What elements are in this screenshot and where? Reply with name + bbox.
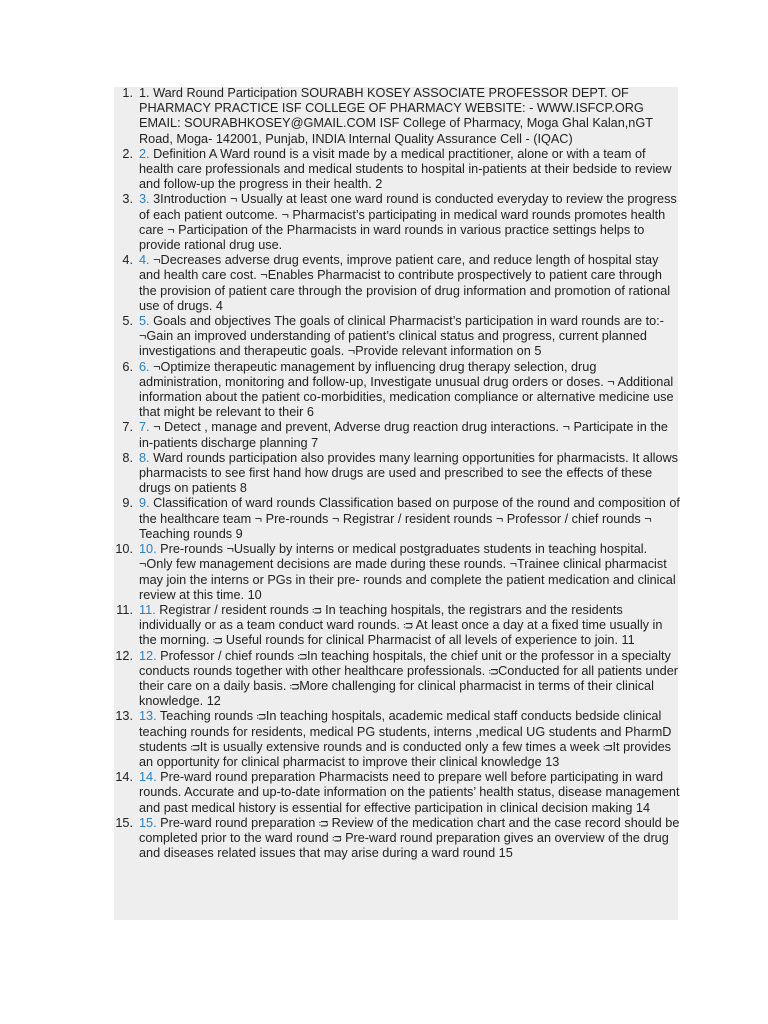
item-text: Teaching rounds ᴞIn teaching hospitals, academic medical staff conducts bedside clinical teaching rounds for residents, medical PG students, interns ,medical UG students and PharmD students ᴞIt is usually extensive rounds and is conducted only a few times a week ᴞIt provides an opportunity for clinical pharmacist to improve their clinical knowledge 13: [139, 709, 672, 769]
item-text: Registrar / resident rounds ᴞ In teaching hospitals, the registrars and the residents individually or as a team conduct ward rounds. ᴞ At least once a day at a fixed time usually in the morning. ᴞ Useful rounds for clinical Pharmacist of all levels of experience to join. 11: [139, 602, 663, 648]
list-item: [0, 451, 680, 497]
list-item: [0, 649, 680, 710]
list-item: [0, 253, 680, 314]
item-text: Goals and objectives The goals of clinical Pharmacist’s participation in ward rounds are to:- ¬Gain an improved understanding of patient’s clinical status and progress, current planned investigations and therapeutic goals. ¬Provide relevant information on 5: [139, 314, 664, 359]
item-number: 3.: [122, 192, 133, 207]
list-item: [0, 86, 680, 147]
slide-link[interactable]: 1.: [139, 86, 150, 100]
item-number: 1.: [122, 86, 133, 100]
item-number: 2.: [122, 146, 133, 161]
item-number: 11.: [116, 602, 133, 617]
item-number: 9.: [122, 496, 133, 511]
slide-link[interactable]: 15.: [139, 815, 157, 830]
slide-link[interactable]: 9.: [139, 496, 150, 511]
item-text: ¬Optimize therapeutic management by influencing drug therapy selection, drug administration, monitoring and follow-up, Investigate unusual drug orders or doses. ¬ Additional information about the patient co-morbidities, medication compliance or alternative medicine use that might be relevant to their 6: [139, 359, 674, 420]
list-item: [0, 542, 680, 603]
item-number: 10.: [115, 542, 133, 557]
item-number: 7.: [122, 420, 133, 435]
slide-link[interactable]: 11.: [139, 602, 156, 617]
list-item: [0, 360, 680, 421]
item-text: Classification of ward rounds Classification based on purpose of the round and composition of the healthcare team ¬ Pre-rounds ¬ Registrar / resident rounds ¬ Professor / chief rounds ¬ Teaching rounds 9: [139, 496, 680, 541]
slide-link[interactable]: 12.: [139, 648, 157, 663]
item-text: Pre-ward round preparation Pharmacists need to prepare well before participating in ward rounds. Accurate and up-to-date information on the patients’ health status, disease management and past medical history is essential for effective participation in clinical decision making 14: [139, 770, 680, 815]
list-item: [0, 603, 680, 649]
item-number: 15.: [115, 815, 133, 830]
list-item: [0, 816, 680, 862]
list-item: [0, 147, 680, 193]
item-number: 12.: [115, 648, 133, 663]
list-item: [0, 420, 680, 450]
item-text: ¬ Detect , manage and prevent, Adverse drug reaction drug interactions. ¬ Participate in the in-patients discharge planning 7: [139, 420, 668, 450]
item-text: Pre-rounds ¬Usually by interns or medical postgraduates students in teaching hospital. ¬Only few management decisions are made during these rounds. ¬Trainee clinical pharmacist may join the interns or PGs in their pre- rounds and complete the patient medication and clinical review at this time. 10: [139, 542, 676, 602]
item-text: Ward rounds participation also provides many learning opportunities for pharmacists. It allows pharmacists to see first hand how drugs are used and prescribed to see the effects of these drugs on patients 8: [139, 450, 679, 496]
list-item: [0, 770, 680, 816]
item-text: Definition A Ward round is a visit made by a medical practitioner, alone or with a team of health care professionals and medical students to hospital in-patients at their bedside to review and follow-up the progress in their health. 2: [139, 146, 672, 192]
slide-link[interactable]: 7.: [139, 420, 150, 435]
item-number: 14.: [115, 770, 133, 785]
slide-link[interactable]: 10.: [139, 542, 157, 557]
item-number: 4.: [122, 253, 133, 268]
item-text: ¬Decreases adverse drug events, improve patient care, and reduce length of hospital stay and health care cost. ¬Enables Pharmacist to contribute prospectively to patient care through the provision of patient care through the provision of drug information and promotion of rational use of drugs. 4: [139, 253, 671, 313]
item-text: Professor / chief rounds ᴞIn teaching hospitals, the chief unit or the professor in a specialty conducts rounds together with other healthcare professionals. ᴞConducted for all patients under their care on a daily basis. ᴞMore challenging for clinical pharmacist in terms of their clinical knowledge. 12: [139, 648, 678, 709]
slide-link[interactable]: 3.: [139, 192, 150, 207]
item-number: 5.: [122, 314, 133, 329]
item-number: 13.: [115, 709, 133, 724]
list-item: [0, 496, 680, 542]
slide-link[interactable]: 14.: [139, 770, 157, 785]
slide-link[interactable]: 4.: [139, 253, 150, 268]
list-item: [0, 709, 680, 770]
list-item: [0, 314, 680, 360]
slide-link[interactable]: 5.: [139, 314, 150, 329]
item-number: 6.: [122, 359, 133, 374]
item-text: 3Introduction ¬ Usually at least one ward round is conducted everyday to review the progress of each patient outcome. ¬ Pharmacist’s participating in medical ward rounds promotes health care ¬ Participation of the Pharmacists in ward rounds in various practice settings helps to provide rational drug use.: [139, 192, 677, 253]
item-text: Pre-ward round preparation ᴞ Review of the medication chart and the case record should be completed prior to the ward round ᴞ Pre-ward round preparation gives an overview of the drug and diseases related issues that may arise during a ward round 15: [139, 815, 680, 861]
slide-link[interactable]: 8.: [139, 450, 150, 465]
slide-text-list: [0, 86, 680, 861]
slide-link[interactable]: 13.: [139, 709, 157, 724]
list-item: [0, 192, 680, 253]
item-number: 8.: [122, 450, 133, 465]
item-text: Ward Round Participation SOURABH KOSEY ASSOCIATE PROFESSOR DEPT. OF PHARMACY PRACTICE ISF COLLEGE OF PHARMACY WEBSITE: - WWW.ISFCP.ORG EMAIL: SOURABHKOSEY@GMAIL.COM ISF College of Pharmacy, Moga Ghal Kalan,nGT Road, Moga- 142001, Punjab, INDIA Internal Quality Assurance Cell - (IQAC): [139, 86, 653, 146]
slide-link[interactable]: 2.: [139, 146, 150, 161]
slide-link[interactable]: 6.: [139, 359, 150, 374]
